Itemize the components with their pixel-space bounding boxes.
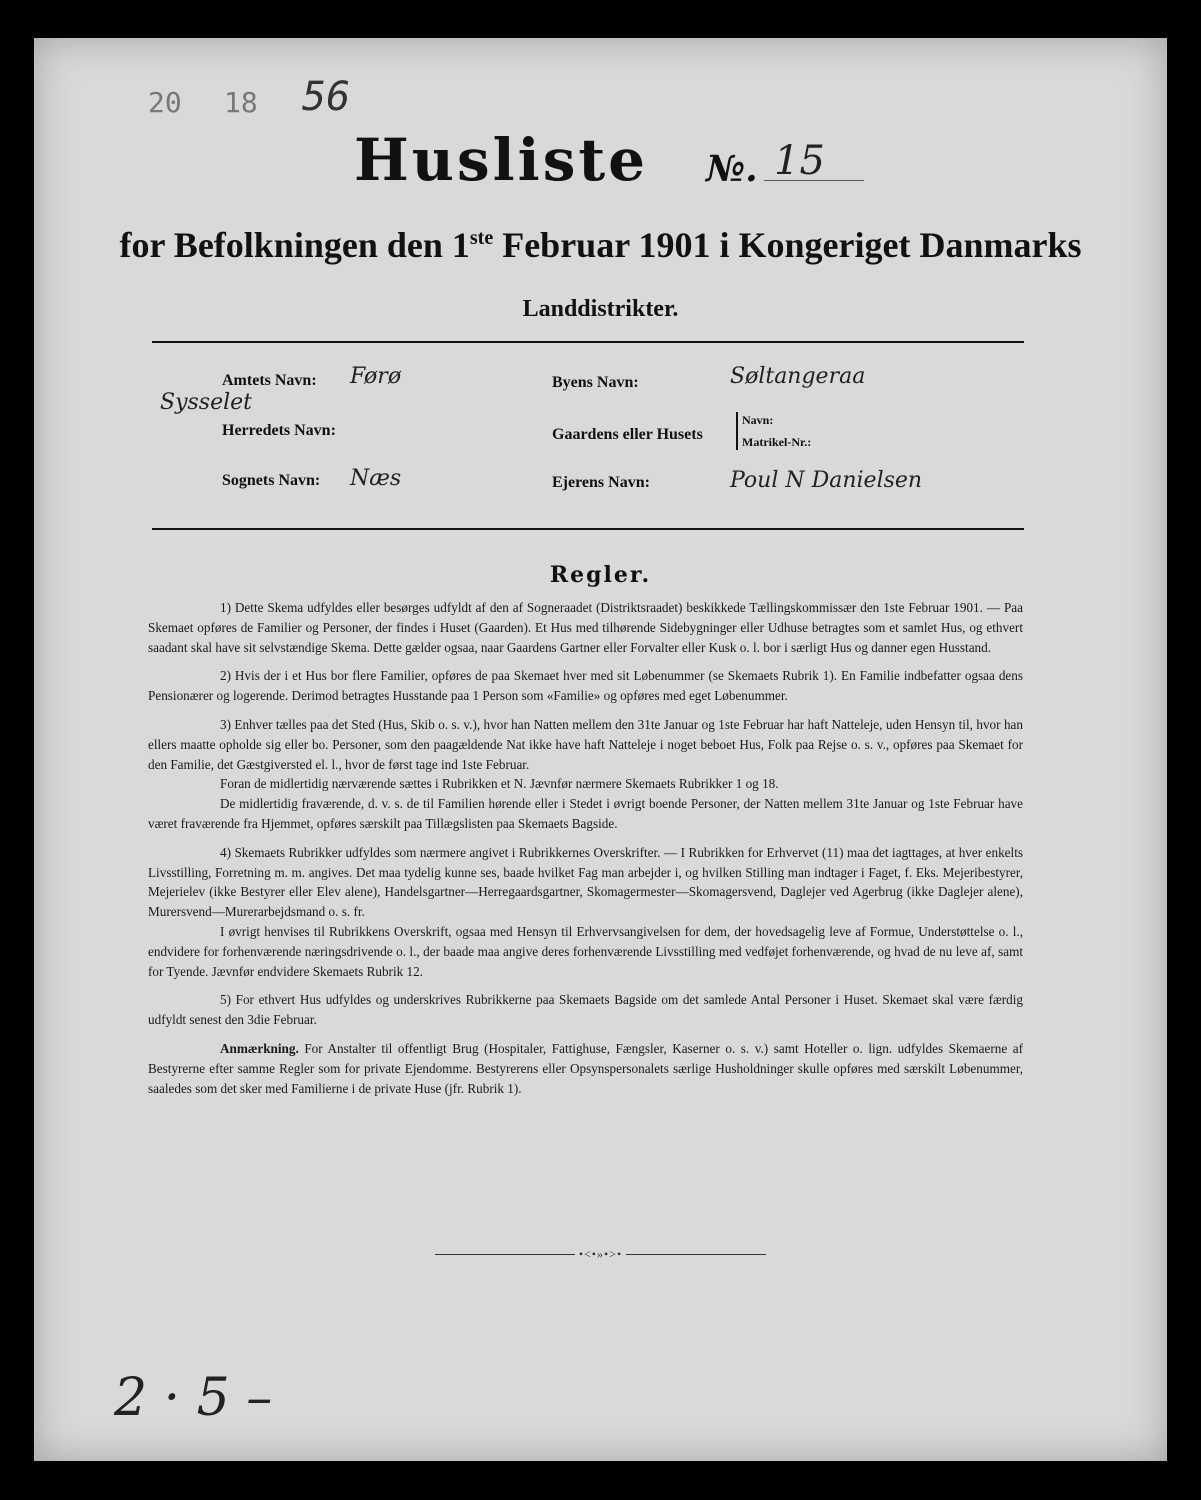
rule-paragraph-3: 3) Enhver tælles paa det Sted (Hus, Skib o. s. v.), hvor han Natten mellem den 31te Januar og 1ste Februar har haft Natteleje, uden Hensyn til, hvor han ellers maatte opholde sig eller bo. Personer, som den paagældende Nat ikke have haft Natteleje i noget beboet Hus, Folk paa Rejse o. s. v., opføres paa Skemaet for den Familie, det Gæstgiversted el. l., hvor de først tage ind 1ste Februar. (148, 716, 1023, 772)
ornament-line-right (626, 1254, 766, 1255)
subtitle-superscript: ste (469, 227, 494, 249)
gaard-navn-label: Navn: (742, 413, 774, 427)
amt-label: Amtets Navn: (222, 372, 317, 389)
bottom-handwritten-number: 2 · 5 – (114, 1368, 273, 1428)
gaard-sublabels (736, 412, 811, 450)
stamp-number-2: 18 (224, 86, 258, 119)
document-page (34, 38, 1167, 1461)
ejer-value: Poul N Danielsen (730, 468, 923, 493)
rules-title: Regler. (549, 562, 652, 588)
subtitle-districts: Landdistrikter. (522, 296, 679, 322)
page-title: Husliste (354, 126, 649, 194)
stamp-number-1: 20 (148, 86, 182, 119)
rules-body (148, 598, 1023, 1107)
by-label: Byens Navn: (552, 374, 639, 391)
number-value: 15 (774, 138, 825, 184)
note-text: For Anstalter til offentligt Brug (Hospitaler, Fattighuse, Fængsler, Kaserner o. s. v.) samt Hoteller o. lign. udfyldes Skemaerne af Bestyrerne efter samme Regler som for private Ejendomme. Bestyrerens eller Opsynspersonalets særlige Husholdninger skulle opføres med særskilt Løbenummer, saaledes som det sker med Familierne i de private Huse (jfr. Rubrik 1). (148, 1040, 1023, 1096)
rule-paragraph-3b: Foran de midlertidig nærværende sættes i Rubrikken et N. Jævnfør nærmere Skemaets Rubrikker 1 og 18. (220, 776, 779, 792)
divider-top (152, 341, 1024, 343)
sogn-value: Næs (350, 466, 402, 491)
stamp-number-3: 56 (302, 74, 351, 120)
ornament-divider (34, 1245, 1167, 1263)
subtitle (34, 224, 1167, 266)
ejer-label: Ejerens Navn: (552, 474, 650, 491)
rule-paragraph-1: 1) Dette Skema udfyldes eller besørges udfyldt af den af Sogneraadet (Distriktsraadet) beskikkede Tællingskommissær den 1ste Februar 1901. — Paa Skemaet opføres de Familier og Personer, der findes i Huset (Gaarden). Et Hus med tilhørende Sidebygninger eller Udhuse betragtes som et samlet Hus, og ethvert saadant skal have sit selvstændige Skema. Dette gælder ogsaa, naar Gaardens Gartner eller Forvalter eller Kusk o. l. bor i særligt Hus og danner egen Husstand. (148, 600, 1023, 655)
ornament-glyph: •<•»•>• (578, 1246, 623, 1261)
gaard-label: Gaardens eller Husets (552, 426, 703, 443)
rule-paragraph-4b: I øvrigt henvises til Rubrikkens Overskrift, ogsaa med Hensyn til Erhvervsangivelsen for dem, der hovedsagelig leve af Formue, Understøttelse o. l., endvidere for forhenværende næringsdrivende o. l., der baade maa angive deres forhenværende Livsstilling med vedføjet forhenværende, og hvad de nu leve af, samt for Tyende. Jævnfør endvidere Skemaets Rubrik 12. (148, 923, 1023, 979)
rule-paragraph-4: 4) Skemaets Rubrikker udfyldes som nærmere angivet i Rubrikkernes Overskrifter. — I Rubrikken for Erhvervet (11) maa det iagttages, at hver enkelts Livsstilling, Forretning m. m. angives. Det maa tydelig kunne ses, baade hvilket Fag man arbejder i, og hvilken Stilling man indtager i Faget, f. Eks. Mejeribestyrer, Mejerielev (ikke Bestyrer eller Elev alene), Handelsgartner—Herregaardsgartner, Skomagermester—Skomagersvend, Daglejer ved Agerbrug (ikke Daglejer alene), Murersvend—Murerarbejdsmand o. s. fr. (148, 844, 1023, 920)
note-label: Anmærkning. (220, 1040, 299, 1056)
number-underline (764, 180, 864, 181)
subtitle-prefix: for Befolkningen den 1 (119, 225, 470, 265)
rule-paragraph-3c: De midlertidig fraværende, d. v. s. de til Familien hørende eller i Stedet i øvrigt boende Personer, der Natten mellem 31te Januar og 1ste Februar have været fraværende fra Hjemmet, opføres særskilt paa Tillægslisten paa Skemaets Bagside. (148, 796, 1023, 831)
ornament-line-left (435, 1254, 575, 1255)
herred-value: Sysselet (160, 390, 252, 415)
sogn-label: Sognets Navn: (222, 472, 321, 489)
rule-paragraph-2: 2) Hvis der i et Hus bor flere Familier, opføres de paa Skemaet hver med sit Løbenummer (se Skemaets Rubrik 1). En Familie indbefatter ogsaa dens Pensionærer og logerende. Derimod betragtes Husstande paa 1 Person som «Familie» og opføres med eget Løbenummer. (148, 668, 1023, 704)
herred-label: Herredets Navn: (222, 422, 336, 439)
amt-value: Førø (350, 364, 402, 389)
divider-bottom (152, 528, 1024, 530)
number-label: №. (706, 148, 758, 190)
note-paragraph (148, 1039, 1023, 1098)
gaard-matrikel-label: Matrikel-Nr.: (742, 435, 812, 449)
rule-paragraph-5: 5) For ethvert Hus udfyldes og underskrives Rubrikkerne paa Skemaets Bagside om det samlede Antal Personer i Huset. Skemaet skal være færdig udfyldt senest den 3die Februar. (148, 992, 1023, 1028)
subtitle-suffix: Februar 1901 i Kongeriget Danmarks (493, 225, 1082, 265)
by-value: Søltangeraa (730, 364, 866, 389)
